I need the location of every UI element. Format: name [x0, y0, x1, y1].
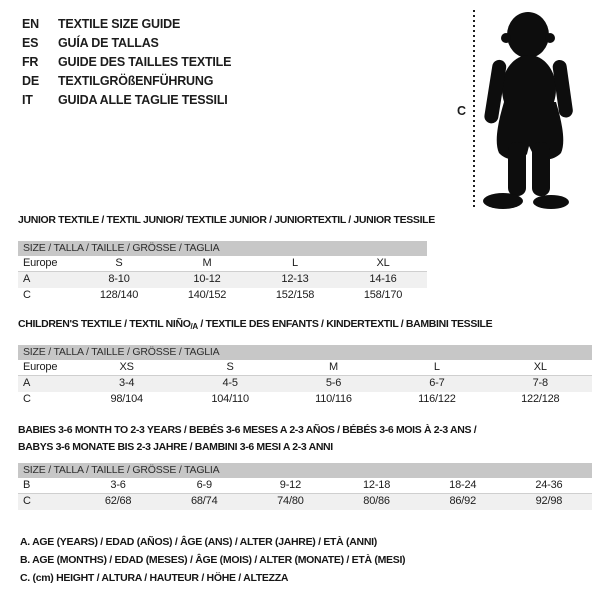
- children-title-prefix: CHILDREN'S TEXTILE / TEXTIL NIÑO: [18, 318, 191, 330]
- size-header-bar: SIZE / TALLA / TAILLE / GRÖSSE / TAGLIA: [18, 241, 427, 256]
- size-cell: 10-12: [163, 272, 251, 288]
- babies-title-line2: BABYS 3-6 MONATE BIS 2-3 JAHRE / BAMBINI 3-6 MESI A 2-3 ANNI: [18, 441, 333, 453]
- language-title-list: [22, 15, 231, 110]
- size-cell: 86/92: [420, 494, 506, 510]
- row-label: Europe: [18, 360, 75, 376]
- size-cell: 3-6: [75, 478, 161, 494]
- size-cell: 74/80: [247, 494, 333, 510]
- language-title: GUIDE DES TAILLES TEXTILE: [58, 55, 232, 69]
- children-title-sub: /A: [190, 322, 198, 331]
- size-cell: 104/110: [211, 393, 249, 405]
- size-cell: 140/152: [187, 289, 227, 301]
- size-cell: 152/158: [275, 289, 315, 301]
- size-cell: 5-6: [282, 376, 385, 392]
- size-header-bar: SIZE / TALLA / TAILLE / GRÖSSE / TAGLIA: [18, 463, 592, 478]
- size-cell: 18-24: [420, 478, 506, 494]
- footnote-c: C. (cm) HEIGHT / ALTURA / HAUTEUR / HÖHE / ALTEZZA: [20, 572, 289, 584]
- height-measure-dotted-line: [473, 10, 475, 207]
- size-cell: 6-9: [161, 478, 247, 494]
- size-cell: 128/140: [99, 289, 139, 301]
- toddler-silhouette-image: [480, 4, 596, 210]
- children-title-suffix: / TEXTILE DES ENFANTS / KINDERTEXTIL / BAMBINI TESSILE: [197, 318, 493, 330]
- row-label: C: [23, 393, 31, 405]
- babies-size-table: [18, 463, 592, 510]
- language-row: [22, 53, 231, 72]
- size-cell: 12-18: [333, 478, 419, 494]
- size-cell: 7-8: [489, 376, 592, 392]
- size-cell: S: [178, 360, 281, 376]
- size-cell: 14-16: [339, 272, 427, 288]
- size-cell: 6-7: [385, 376, 488, 392]
- height-measure-label: C: [457, 104, 467, 118]
- language-row: [22, 91, 231, 110]
- language-row: [22, 72, 231, 91]
- footnote-a: A. AGE (YEARS) / EDAD (AÑOS) / ÂGE (ANS) / ALTER (JAHRE) / ETÀ (ANNI): [20, 536, 377, 548]
- row-label: Europe: [18, 256, 75, 272]
- size-cell: 3-4: [75, 376, 178, 392]
- children-size-table: [18, 345, 592, 408]
- size-cell: 110/116: [315, 393, 352, 405]
- row-label: A: [18, 376, 75, 392]
- language-title: GUÍA DE TALLAS: [58, 36, 159, 50]
- footnotes: [20, 533, 405, 587]
- language-title: TEXTILGRÖßENFÜHRUNG: [58, 74, 214, 88]
- size-cell: 9-12: [247, 478, 333, 494]
- junior-size-table: [18, 241, 427, 304]
- language-row: [22, 15, 231, 34]
- size-cell: XS: [75, 360, 178, 376]
- language-row: [22, 34, 231, 53]
- size-cell: M: [282, 360, 385, 376]
- language-code: DE: [22, 74, 39, 88]
- size-cell: 80/86: [333, 494, 419, 510]
- size-cell: S: [75, 256, 163, 272]
- size-cell: M: [163, 256, 251, 272]
- footnote-b: B. AGE (MONTHS) / EDAD (MESES) / ÂGE (MOIS) / ALTER (MONATE) / ETÀ (MESI): [20, 554, 406, 566]
- language-code: IT: [22, 93, 33, 107]
- size-cell: L: [251, 256, 339, 272]
- size-cell: 98/104: [110, 393, 143, 405]
- row-label: B: [18, 478, 75, 494]
- size-cell: 62/68: [75, 494, 161, 510]
- row-label: A: [18, 272, 75, 288]
- size-cell: 68/74: [161, 494, 247, 510]
- size-cell: 116/122: [418, 393, 456, 405]
- language-code: FR: [22, 55, 39, 69]
- language-code: ES: [22, 36, 39, 50]
- size-header-bar: SIZE / TALLA / TAILLE / GRÖSSE / TAGLIA: [18, 345, 592, 360]
- children-table-title: [18, 317, 492, 334]
- size-cell: 24-36: [506, 478, 592, 494]
- language-title: TEXTILE SIZE GUIDE: [58, 17, 181, 31]
- size-cell: 12-13: [251, 272, 339, 288]
- size-cell: XL: [489, 360, 592, 376]
- size-cell: 122/128: [521, 393, 560, 405]
- size-cell: 158/170: [363, 289, 403, 301]
- size-cell: XL: [339, 256, 427, 272]
- row-label: C: [23, 289, 31, 301]
- language-code: EN: [22, 17, 39, 31]
- babies-table-title: [18, 422, 476, 456]
- size-cell: 4-5: [178, 376, 281, 392]
- size-cell: L: [385, 360, 488, 376]
- row-label: C: [18, 494, 75, 510]
- size-cell: 8-10: [75, 272, 163, 288]
- size-cell: 92/98: [506, 494, 592, 510]
- language-title: GUIDA ALLE TAGLIE TESSILI: [58, 93, 228, 107]
- junior-table-title: JUNIOR TEXTILE / TEXTIL JUNIOR/ TEXTILE JUNIOR / JUNIORTEXTIL / JUNIOR TESSILE: [18, 214, 435, 226]
- babies-title-line1: BABIES 3-6 MONTH TO 2-3 YEARS / BEBÉS 3-6 MESES A 2-3 AÑOS / BÉBÉS 3-6 MOIS À 2-3 ANS /: [18, 424, 477, 436]
